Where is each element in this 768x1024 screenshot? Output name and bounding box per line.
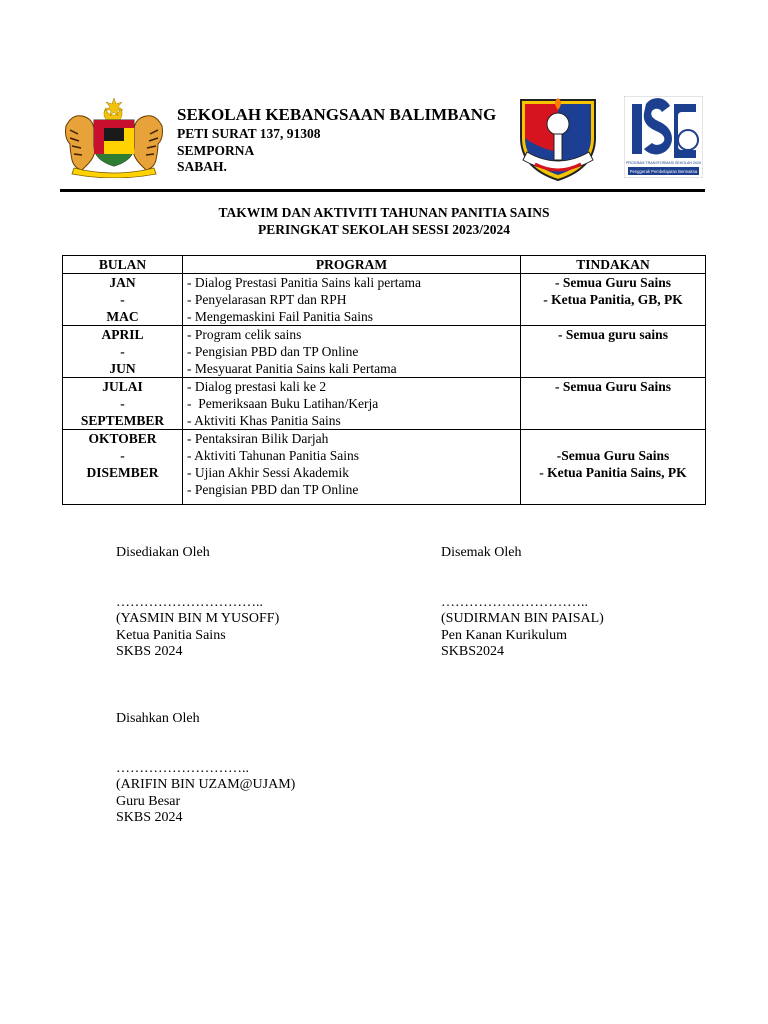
program-item: - Pentaksiran Bilik Darjah [187,431,329,446]
prepared-by-role: Ketua Panitia Sains [116,627,226,643]
bulan-start: APRIL [101,327,144,342]
program-item: - Pengisian PBD dan TP Online [187,344,359,359]
tindakan-item: -Semua Guru Sains [556,448,670,463]
address-line-1: PETI SURAT 137, 91308 [177,126,321,141]
tindakan-cell [521,430,706,505]
program-item: - Aktiviti Khas Panitia Sains [187,413,341,428]
tindakan-item: - Ketua Panitia, GB, PK [543,292,683,307]
badge-text: PROGRAM TRANSFORMASI SEKOLAH 2025 [625,161,702,165]
table-row [63,274,706,326]
program-cell [183,326,521,378]
prepared-by-name: (YASMIN BIN M YUSOFF) [116,611,280,626]
approved-by-block [116,711,295,827]
prepared-by-org: SKBS 2024 [116,644,183,659]
school-name: SEKOLAH KEBANGSAAN BALIMBANG [177,105,497,124]
bulan-end: SEPTEMBER [80,413,165,428]
prepared-by-signature-line: ………………………….. [116,594,263,610]
bulan-dash: - [120,448,125,463]
bulan-cell [63,274,183,326]
table-row [63,430,706,505]
program-item: - Mengemaskini Fail Panitia Sains [187,309,373,324]
activity-table [62,255,706,505]
program-cell [183,378,521,430]
program-item: - Mesyuarat Panitia Sains kali Pertama [187,361,397,376]
header-program: PROGRAM [183,256,521,274]
bulan-cell [63,430,183,505]
prepared-by-label: Disediakan Oleh [116,545,210,560]
tindakan-item: - Semua Guru Sains [555,275,671,290]
checked-by-name: (SUDIRMAN BIN PAISAL) [441,611,604,626]
program-item: - Penyelarasan RPT dan RPH [187,292,347,307]
tindakan-item: - Semua Guru Sains [555,379,671,394]
header-divider [60,189,705,192]
school-crest-logo [513,94,603,184]
program-item: - Aktiviti Tahunan Panitia Sains [187,448,360,463]
tindakan-item: - Ketua Panitia Sains, PK [539,465,687,480]
program-item: - Pengisian PBD dan TP Online [187,482,359,497]
program-item: - Dialog prestasi kali ke 2 [187,379,327,394]
program-item: - Dialog Prestasi Panitia Sains kali pertama [187,275,421,290]
program-cell [183,274,521,326]
bulan-start: JULAI [102,379,143,394]
program-item: - Ujian Akhir Sessi Akademik [187,465,349,480]
tindakan-cell [521,378,706,430]
bulan-start: JAN [109,275,136,290]
badge-subtext: Penggerak Pembelajaran Bermakna [629,169,698,174]
tindakan-cell [521,274,706,326]
checked-by-block [441,545,604,661]
approved-by-signature-line: ……………………….. [116,760,249,776]
prepared-by-block [116,545,279,661]
bulan-cell [63,378,183,430]
tindakan-cell [521,326,706,378]
program-item: - Pemeriksaan Buku Latihan/Kerja [187,396,379,411]
approved-by-name: (ARIFIN BIN UZAM@UJAM) [116,777,296,792]
header-tindakan: TINDAKAN [521,256,706,274]
document-title-line-2: PERINGKAT SEKOLAH SESSI 2023/2024 [258,222,510,237]
approved-by-label: Disahkan Oleh [116,711,200,726]
table-row [63,378,706,430]
checked-by-label: Disemak Oleh [441,545,522,560]
coat-of-arms-logo [60,96,168,178]
bulan-start: OKTOBER [88,431,157,446]
address-line-3: SABAH. [177,159,227,174]
program-cell [183,430,521,505]
bulan-cell [63,326,183,378]
header-bulan: BULAN [63,256,183,274]
bulan-dash: - [120,292,125,307]
checked-by-signature-line: ………………………….. [441,594,588,610]
bulan-end: MAC [106,309,139,324]
address-line-2: SEMPORNA [177,143,255,158]
approved-by-role: Guru Besar [116,793,181,809]
table-row [63,326,706,378]
table-header-row [63,256,706,274]
bulan-end: DISEMBER [86,465,159,480]
bulan-dash: - [120,396,125,411]
approved-by-org: SKBS 2024 [116,810,183,825]
checked-by-org: SKBS2024 [441,644,505,659]
checked-by-role: Pen Kanan Kurikulum [441,627,567,643]
program-item: - Program celik sains [187,327,302,342]
bulan-end: JUN [109,361,136,376]
program-badge-logo [624,96,703,178]
tindakan-item: - Semua guru sains [558,327,668,342]
document-title-line-1: TAKWIM DAN AKTIVITI TAHUNAN PANITIA SAINS [218,205,550,220]
bulan-dash: - [120,344,125,359]
